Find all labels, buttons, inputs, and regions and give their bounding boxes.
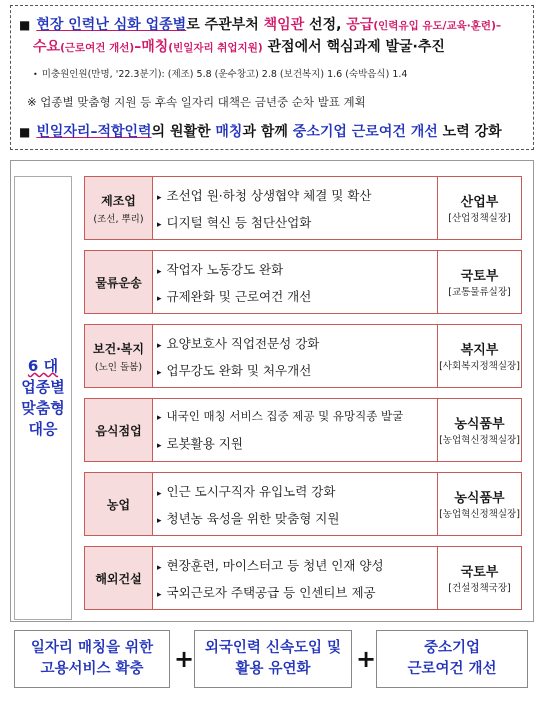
triangle-bullet-icon: ▸ [157,515,162,526]
list-item [157,334,437,352]
agency-name: 산업부 [460,195,499,210]
sector-name-cell [85,251,153,313]
list-item [157,482,437,500]
highlight-text: 중소기업 근로여건 개선 [292,124,438,140]
box-line: 외국인력 신속도입 및 [204,640,342,656]
sector-name-cell [85,177,153,239]
agency-cell [437,399,521,461]
summary-line-2 [33,36,445,56]
measure-text: 국외근로자 주택공급 등 인센티브 제공 [166,584,376,600]
agency-office: [산업정책실장] [448,213,511,224]
agency-cell [437,251,521,313]
sector-name-cell [85,473,153,535]
agency-office: [농업혁신정책실장] [439,435,520,446]
highlight-text: (인력유입 유도/교육·훈련)– [373,20,502,32]
list-item [157,213,437,231]
dot-bullet-icon: • [33,70,38,79]
highlight-text: (근로여건 개선) [60,42,135,54]
sector-row-logistics [84,250,522,314]
body-text: 과 함께 [242,124,293,140]
square-bullet-icon: ■ [19,18,31,32]
triangle-bullet-icon: ▸ [157,219,162,230]
list-item [157,509,437,527]
triangle-bullet-icon: ▸ [157,266,162,277]
highlight-text: –매칭 [134,39,169,55]
highlight-text: 책임관 [263,17,305,33]
box-line: 고용서비스 확충 [40,661,144,677]
sector-name: 제조업 [101,193,136,208]
list-item [157,287,437,305]
list-item [157,260,437,278]
list-item [157,583,437,601]
measure-text: 청년농 육성을 위한 맞춤형 지원 [166,510,340,526]
measure-text: 요양보호사 직업전문성 강화 [166,335,320,351]
unfilled-jobs-note [33,66,407,80]
sector-sub: (노인 돌봄) [94,361,143,373]
agency-name: 농식품부 [454,491,505,506]
body-text: 의 원활한 [151,124,216,140]
measure-list [157,251,437,313]
agency-name: 농식품부 [454,417,505,432]
sector-name: 농업 [106,497,131,512]
triangle-bullet-icon: ▸ [157,413,162,423]
agency-cell [437,547,521,609]
highlight-text: 매칭 [215,124,243,140]
agency-office: [농업혁신정책실장] [439,509,520,520]
summary-box [10,5,534,150]
box-line: 일자리 매칭을 위한 [30,640,154,656]
box-line: 활용 유연화 [235,661,311,677]
measure-list [157,177,437,239]
sector-name: 물류운송 [95,275,142,290]
sector-row-agriculture [84,472,522,536]
body-text: 노력 강화 [437,124,502,140]
highlight-text: 빈일자리–적합인력 [36,124,152,140]
agency-office: [교통물류실장] [448,287,511,298]
bottom-box-foreign-labor [194,630,352,688]
list-item [157,361,437,379]
square-bullet-icon: ■ [19,125,31,139]
agency-cell [437,473,521,535]
sector-row-restaurant [84,398,522,462]
measure-text: 현장훈련, 마이스터고 등 청년 인재 양성 [166,557,384,573]
triangle-bullet-icon: ▸ [157,488,162,499]
highlight-text: (빈일자리 취업지원) [168,42,263,54]
body-text: 관점에서 핵심과제 발굴·추진 [262,39,445,55]
measure-text: 규제완화 및 근로여건 개선 [166,288,312,304]
highlight-text: 수요 [33,39,61,55]
bottom-box-sme-conditions [376,630,528,688]
agency-name: 복지부 [460,343,499,358]
measure-list [157,399,437,461]
list-item [157,434,437,452]
label-line: 대응 [28,420,58,438]
body-text: 선정, [304,17,347,33]
measure-text: 내국인 매칭 서비스 집중 제공 및 유망직종 발굴 [166,409,404,423]
highlight-text: 현장 인력난 심화 업종별 [36,17,187,33]
summary-line-1 [19,14,501,34]
summary-line-5 [19,121,502,141]
sector-name: 음식점업 [95,423,142,438]
agency-name: 국토부 [460,269,499,284]
box-line: 근로여건 개선 [407,661,497,677]
box-line: 중소기업 [423,640,481,656]
agency-office: [건설정책국장] [448,583,511,594]
plus-icon: + [356,645,377,673]
list-item [157,408,437,424]
triangle-bullet-icon: ▸ [157,367,162,378]
sector-sub: (조선, 뿌리) [93,213,144,225]
label-line: 업종별 [21,378,65,396]
followup-note: ※ 업종별 맞춤형 지원 등 후속 일자리 대책은 금년중 순차 발표 계획 [27,95,366,109]
sector-name-cell [85,547,153,609]
measure-list [157,547,437,609]
plus-icon: + [174,645,195,673]
sector-row-health-welfare [84,324,522,388]
measure-text: 작업자 노동강도 완화 [166,261,284,277]
measure-list [157,473,437,535]
triangle-bullet-icon: ▸ [157,441,162,451]
note-text: 미충원인원(만명, '22.3분기): (제조) 5.8 (운수창고) 2.8 (보건복지) 1.6 (숙박음식) 1.4 [41,69,408,80]
sector-name: 해외건설 [95,571,142,586]
triangle-bullet-icon: ▸ [157,340,162,351]
triangle-bullet-icon: ▸ [157,562,162,573]
agency-cell [437,325,521,387]
measure-text: 디지털 혁신 등 첨단산업화 [166,214,312,230]
sector-name-cell [85,325,153,387]
highlight-text: 공급 [346,17,374,33]
body-text: 로 주관부처 [186,17,264,33]
sector-name: 보건·복지 [93,341,144,356]
measure-text: 조선업 원·하청 상생협약 체결 및 확산 [166,187,372,203]
triangle-bullet-icon: ▸ [157,589,162,600]
measure-text: 업무강도 완화 및 처우개선 [166,362,312,378]
triangle-bullet-icon: ▸ [157,192,162,203]
measure-list [157,325,437,387]
sector-row-manufacturing [84,176,522,240]
agency-cell [437,177,521,239]
measure-text: 인근 도시구직자 유입노력 강화 [166,483,336,499]
agency-office: [사회복지정책실장] [439,361,520,372]
sector-name-cell [85,399,153,461]
list-item [157,556,437,574]
triangle-bullet-icon: ▸ [157,293,162,304]
bottom-box-employment-service [14,630,170,688]
agency-name: 국토부 [460,565,499,580]
label-line: 6 대 [27,357,59,375]
measure-text: 로봇활용 지원 [166,436,243,451]
sector-row-overseas-construction [84,546,522,610]
list-item [157,186,437,204]
six-sector-label [14,176,72,620]
label-line: 맞춤형 [21,399,65,417]
